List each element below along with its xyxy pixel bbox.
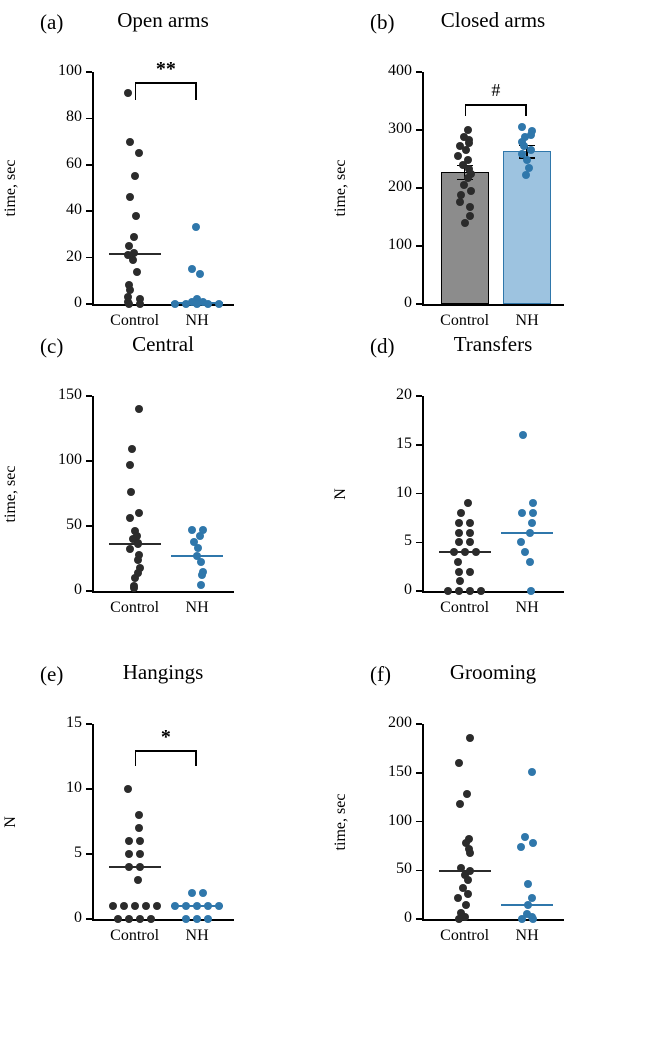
y-ticklabel-d-2: 10 [396, 483, 412, 501]
data-point [517, 843, 525, 851]
y-tick-c-0 [86, 590, 92, 592]
data-point [524, 880, 532, 888]
y-axis-d [422, 396, 424, 591]
y-tick-e-0 [86, 918, 92, 920]
panel-letter-a: (a) [40, 10, 64, 34]
y-ticklabel-b-4: 400 [388, 62, 412, 79]
chart-panel-c [0, 332, 327, 694]
y-ticklabel-e-3: 15 [66, 714, 82, 731]
data-point [125, 850, 133, 858]
y-axis-c [92, 396, 94, 591]
median-line-e-nh [171, 905, 223, 907]
data-point [135, 811, 143, 819]
y-axis-label-d: N [332, 487, 349, 500]
median-line-c-control [109, 543, 161, 545]
data-point [136, 915, 144, 923]
data-point [528, 894, 536, 902]
data-point [134, 876, 142, 884]
y-axis-e [92, 724, 94, 919]
x-ticklabel-c-0: Control [110, 599, 160, 616]
y-tick-a-2 [86, 210, 92, 212]
y-ticklabel-f-1: 50 [396, 860, 412, 878]
y-tick-b-1 [416, 245, 422, 247]
panel-title-f: Grooming [449, 660, 537, 684]
data-point [135, 149, 143, 157]
median-line-d-control [439, 551, 491, 553]
median-line-a-control [109, 253, 161, 255]
data-point [188, 526, 196, 534]
data-point [130, 233, 138, 241]
y-ticklabel-c-0: 0 [74, 581, 82, 598]
y-axis-label-c: time, sec [2, 465, 19, 522]
data-point [198, 571, 206, 579]
data-point [529, 499, 537, 507]
significance-label-b: # [491, 80, 501, 100]
y-ticklabel-e-0: 0 [74, 909, 82, 926]
data-point [127, 488, 135, 496]
data-point [197, 581, 205, 589]
data-point [466, 849, 474, 857]
y-ticklabel-a-5: 100 [58, 62, 82, 79]
data-point [519, 431, 527, 439]
x-ticklabel-c-1: NH [185, 599, 209, 616]
data-point [518, 509, 526, 517]
data-point [462, 146, 470, 154]
y-axis-label-b: time, sec [332, 159, 349, 217]
data-point [466, 203, 474, 211]
y-ticklabel-f-2: 100 [388, 811, 412, 829]
y-axis-label-a: time, sec [2, 159, 19, 217]
panel-title-b: Closed arms [440, 8, 546, 32]
data-point [528, 768, 536, 776]
y-tick-c-2 [86, 460, 92, 462]
y-tick-f-4 [416, 723, 422, 725]
data-point [126, 138, 134, 146]
y-tick-b-2 [416, 187, 422, 189]
data-point [466, 529, 474, 537]
data-point [125, 300, 133, 308]
median-line-f-nh [501, 904, 553, 906]
y-tick-d-0 [416, 590, 422, 592]
panel-letter-f: (f) [370, 662, 391, 686]
data-point [528, 519, 536, 527]
data-point [518, 915, 526, 923]
data-point [204, 915, 212, 923]
data-point [136, 850, 144, 858]
y-tick-b-4 [416, 71, 422, 73]
data-point [125, 915, 133, 923]
x-ticklabel-f-0: Control [440, 927, 490, 944]
data-point [527, 587, 535, 595]
y-tick-e-1 [86, 853, 92, 855]
data-point [464, 876, 472, 884]
data-point [135, 405, 143, 413]
data-point [126, 545, 134, 553]
data-point [134, 556, 142, 564]
data-point [466, 538, 474, 546]
data-point [466, 519, 474, 527]
data-point [454, 558, 462, 566]
data-point [456, 800, 464, 808]
data-point [456, 577, 464, 585]
data-point [454, 894, 462, 902]
data-point [128, 445, 136, 453]
y-tick-d-4 [416, 395, 422, 397]
panel-letter-e: (e) [40, 662, 64, 686]
data-point [136, 300, 144, 308]
y-tick-c-3 [86, 395, 92, 397]
x-axis-c [92, 591, 234, 593]
data-point [529, 509, 537, 517]
y-ticklabel-a-1: 20 [66, 247, 82, 265]
data-point [129, 256, 137, 264]
y-ticklabel-d-1: 5 [404, 532, 412, 550]
data-point [132, 212, 140, 220]
y-ticklabel-a-3: 60 [66, 154, 82, 172]
y-axis-label-e: N [2, 815, 19, 828]
data-point [455, 568, 463, 576]
data-point [126, 193, 134, 201]
data-point [188, 265, 196, 273]
data-point [477, 587, 485, 595]
panel-letter-b: (b) [370, 10, 395, 34]
data-point [142, 902, 150, 910]
chart-panel-e [0, 660, 327, 1022]
y-ticklabel-f-4: 200 [388, 714, 412, 731]
data-point [147, 915, 155, 923]
chart-panel-a [0, 0, 327, 346]
y-tick-f-0 [416, 918, 422, 920]
y-tick-f-3 [416, 772, 422, 774]
y-ticklabel-d-4: 20 [396, 386, 412, 403]
data-point [455, 519, 463, 527]
data-point [455, 915, 463, 923]
data-point [133, 268, 141, 276]
data-point [455, 759, 463, 767]
data-point [120, 902, 128, 910]
y-ticklabel-a-2: 40 [66, 201, 82, 219]
panel-title-c: Central [132, 332, 194, 356]
y-tick-d-1 [416, 542, 422, 544]
y-ticklabel-c-2: 100 [58, 451, 82, 468]
significance-label-e: * [160, 726, 171, 748]
data-point [199, 889, 207, 897]
data-point [521, 833, 529, 841]
x-ticklabel-b-0: Control [440, 312, 490, 329]
y-ticklabel-c-3: 150 [58, 386, 82, 403]
data-point [461, 219, 469, 227]
y-ticklabel-f-0: 0 [404, 909, 412, 926]
data-point [522, 171, 530, 179]
median-line-c-nh [171, 555, 223, 557]
data-point [109, 902, 117, 910]
data-point [114, 915, 122, 923]
data-point [125, 837, 133, 845]
data-point [464, 890, 472, 898]
data-point [188, 889, 196, 897]
data-point [466, 734, 474, 742]
y-tick-e-3 [86, 723, 92, 725]
data-point [196, 270, 204, 278]
panel-letter-d: (d) [370, 334, 395, 358]
x-ticklabel-d-0: Control [440, 599, 490, 616]
median-line-e-control [109, 866, 161, 868]
data-point [462, 901, 470, 909]
y-axis-label-f: time, sec [332, 793, 349, 850]
chart-panel-d [330, 332, 655, 694]
data-point [193, 915, 201, 923]
data-point [197, 558, 205, 566]
data-point [182, 915, 190, 923]
chart-panel-b [330, 0, 655, 346]
significance-bracket-e [135, 750, 197, 766]
y-tick-b-3 [416, 129, 422, 131]
x-axis-b [422, 304, 564, 306]
data-point [124, 89, 132, 97]
data-point [444, 587, 452, 595]
chart-panel-f [330, 660, 655, 1022]
data-point [529, 839, 537, 847]
data-point [135, 824, 143, 832]
data-point [521, 548, 529, 556]
y-ticklabel-e-1: 5 [74, 844, 82, 861]
data-point [124, 785, 132, 793]
data-point [131, 574, 139, 582]
panel-title-d: Transfers [453, 332, 533, 356]
x-ticklabel-f-1: NH [515, 927, 539, 944]
data-point [153, 902, 161, 910]
y-axis-a [92, 72, 94, 304]
data-point [131, 902, 139, 910]
x-ticklabel-a-0: Control [110, 312, 160, 329]
y-ticklabel-f-3: 150 [388, 762, 412, 780]
data-point [455, 538, 463, 546]
data-point [457, 509, 465, 517]
y-ticklabel-e-2: 10 [66, 779, 82, 796]
data-point [192, 223, 200, 231]
data-point [529, 915, 537, 923]
data-point [136, 837, 144, 845]
panel-letter-c: (c) [40, 334, 64, 358]
y-ticklabel-b-0: 0 [404, 294, 412, 311]
data-point [455, 529, 463, 537]
data-point [463, 790, 471, 798]
y-tick-a-0 [86, 303, 92, 305]
median-line-a-nh [171, 302, 223, 304]
x-axis-f [422, 919, 564, 921]
y-ticklabel-a-0: 0 [74, 294, 82, 311]
y-axis-f [422, 724, 424, 919]
data-point [196, 532, 204, 540]
significance-label-a: ** [155, 58, 176, 80]
y-ticklabel-b-3: 300 [388, 120, 412, 137]
y-ticklabel-d-0: 0 [404, 581, 412, 598]
x-ticklabel-d-1: NH [515, 599, 539, 616]
data-point [126, 461, 134, 469]
x-ticklabel-a-1: NH [185, 312, 209, 329]
data-point [455, 587, 463, 595]
significance-bracket-a [135, 82, 197, 100]
data-point [517, 538, 525, 546]
y-ticklabel-b-1: 100 [388, 236, 412, 253]
data-point [526, 558, 534, 566]
data-point [466, 587, 474, 595]
y-axis-b [422, 72, 424, 304]
y-tick-a-4 [86, 118, 92, 120]
y-tick-a-1 [86, 257, 92, 259]
data-point [126, 514, 134, 522]
data-point [131, 172, 139, 180]
y-tick-d-2 [416, 493, 422, 495]
data-point [194, 544, 202, 552]
y-tick-a-3 [86, 164, 92, 166]
bar-b-control [441, 172, 489, 304]
y-tick-d-3 [416, 444, 422, 446]
median-line-f-control [439, 870, 491, 872]
y-tick-f-2 [416, 821, 422, 823]
y-tick-b-0 [416, 303, 422, 305]
x-ticklabel-b-1: NH [515, 312, 539, 329]
x-axis-a [92, 304, 234, 306]
x-ticklabel-e-1: NH [185, 927, 209, 944]
data-point [518, 123, 526, 131]
y-tick-c-1 [86, 525, 92, 527]
y-tick-e-2 [86, 788, 92, 790]
data-point [466, 568, 474, 576]
x-ticklabel-e-0: Control [110, 927, 160, 944]
data-point [456, 198, 464, 206]
y-ticklabel-d-3: 15 [396, 434, 412, 452]
y-tick-f-1 [416, 870, 422, 872]
panel-title-a: Open arms [117, 8, 209, 32]
y-tick-a-5 [86, 71, 92, 73]
y-ticklabel-a-4: 80 [66, 108, 82, 126]
panel-title-e: Hangings [122, 660, 204, 684]
data-point [464, 499, 472, 507]
median-line-d-nh [501, 532, 553, 534]
y-ticklabel-b-2: 200 [388, 178, 412, 195]
y-ticklabel-c-1: 50 [66, 516, 82, 533]
significance-bracket-b [465, 104, 527, 116]
data-point [135, 509, 143, 517]
data-point [454, 152, 462, 160]
